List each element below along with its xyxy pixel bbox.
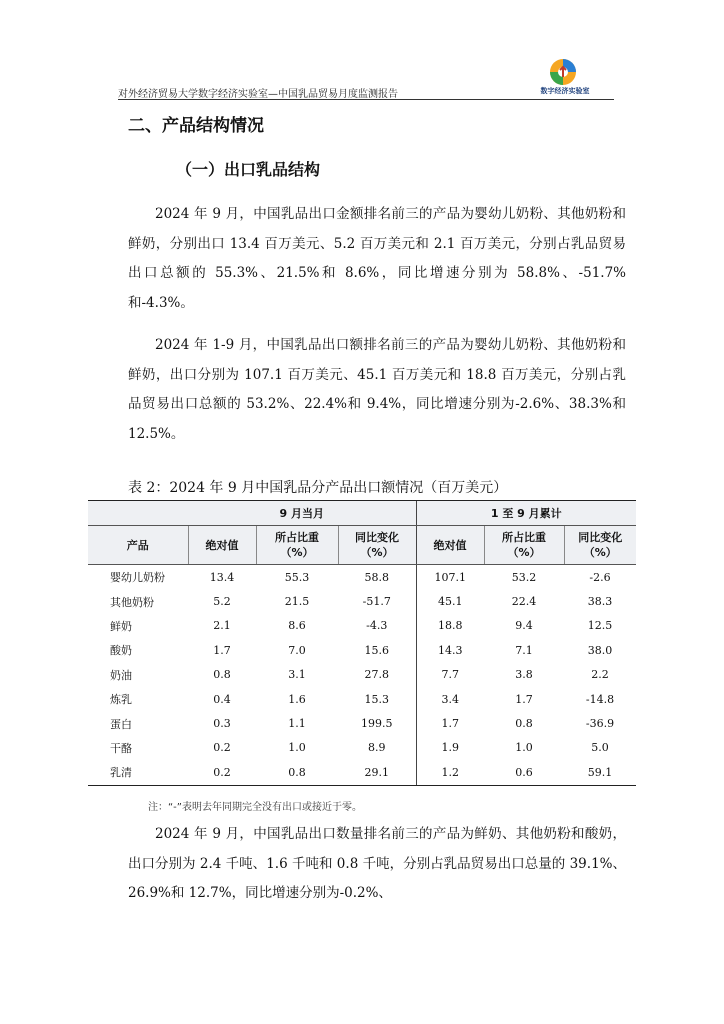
table-row: 奶油 0.8 3.1 27.8 7.7 3.8 2.2 xyxy=(88,663,636,687)
table-row: 婴幼儿奶粉 13.4 55.3 58.8 107.1 53.2 -2.6 xyxy=(88,565,636,590)
table-row: 蛋白 0.3 1.1 199.5 1.7 0.8 -36.9 xyxy=(88,711,636,735)
export-by-product-table xyxy=(88,500,636,786)
col-header-abs: 绝对值 xyxy=(188,526,256,565)
paragraph-text: 2024 年 9 月，中国乳品出口数量排名前三的产品为鲜奶、其他奶粉和酸奶，出口分别为 2.4 千吨、1.6 千吨和 0.8 千吨，分别占乳品贸易出口总量的 39.1%、26.9%和 12.7%，同比增速分别为-0.2%、 xyxy=(128,826,626,901)
group-header-blank xyxy=(88,501,188,526)
table-row: 其他奶粉 5.2 21.5 -51.7 45.1 22.4 38.3 xyxy=(88,589,636,613)
report-header: 对外经济贸易大学数字经济实验室—中国乳品贸易月度监测报告 xyxy=(118,89,398,100)
group-header-cumulative: 1 至 9 月累计 xyxy=(416,501,636,526)
group-header-monthly: 9 月当月 xyxy=(188,501,416,526)
table-caption: 表 2：2024 年 9 月中国乳品分产品出口额情况（百万美元） xyxy=(128,480,508,496)
subsection-heading: （一）出口乳品结构 xyxy=(176,160,321,179)
table-row: 乳清 0.2 0.8 29.1 1.2 0.6 59.1 xyxy=(88,760,636,785)
col-header-product: 产品 xyxy=(88,526,188,565)
paragraph-monthly-value xyxy=(128,200,626,318)
col-header-yoy: 同比变化 （%） xyxy=(564,526,636,565)
paragraph-text: 2024 年 9 月，中国乳品出口金额排名前三的产品为婴幼儿奶粉、其他奶粉和鲜奶，分别出口 13.4 百万美元、5.2 百万美元和 2.1 百万美元，分别占乳品贸易出口总额的 55.3%、21.5%和 8.6%，同比增速分别为 58.8%、-51.7%和-4.3%。 xyxy=(128,206,626,311)
col-header-yoy: 同比变化 （%） xyxy=(338,526,416,565)
col-header-share: 所占比重 （%） xyxy=(256,526,338,565)
globe-logo-icon xyxy=(549,58,577,86)
col-header-abs: 绝对值 xyxy=(416,526,484,565)
paragraph-cumulative-value xyxy=(128,331,626,449)
header-divider xyxy=(118,99,614,100)
paragraph-text: 2024 年 1-9 月，中国乳品出口额排名前三的产品为婴幼儿奶粉、其他奶粉和鲜奶，出口分别为 107.1 百万美元、45.1 百万美元和 18.8 百万美元，分别占乳品贸易出口总额的 53.2%、22.4%和 9.4%，同比增速分别为-2.6%、38.3%和 12.5%。 xyxy=(128,337,626,442)
section-heading: 二、产品结构情况 xyxy=(128,116,264,136)
paragraph-monthly-volume xyxy=(128,820,626,909)
table-row: 炼乳 0.4 1.6 15.3 3.4 1.7 -14.8 xyxy=(88,687,636,711)
logo-label: 数字经济实验室 xyxy=(540,87,590,95)
lab-logo xyxy=(536,58,616,96)
col-header-share: 所占比重 （%） xyxy=(484,526,564,565)
table-row: 鲜奶 2.1 8.6 -4.3 18.8 9.4 12.5 xyxy=(88,614,636,638)
table-row: 酸奶 1.7 7.0 15.6 14.3 7.1 38.0 xyxy=(88,638,636,662)
table-note: 注：“-”表明去年同期完全没有出口或接近于零。 xyxy=(148,802,362,813)
table-row: 干酪 0.2 1.0 8.9 1.9 1.0 5.0 xyxy=(88,736,636,760)
